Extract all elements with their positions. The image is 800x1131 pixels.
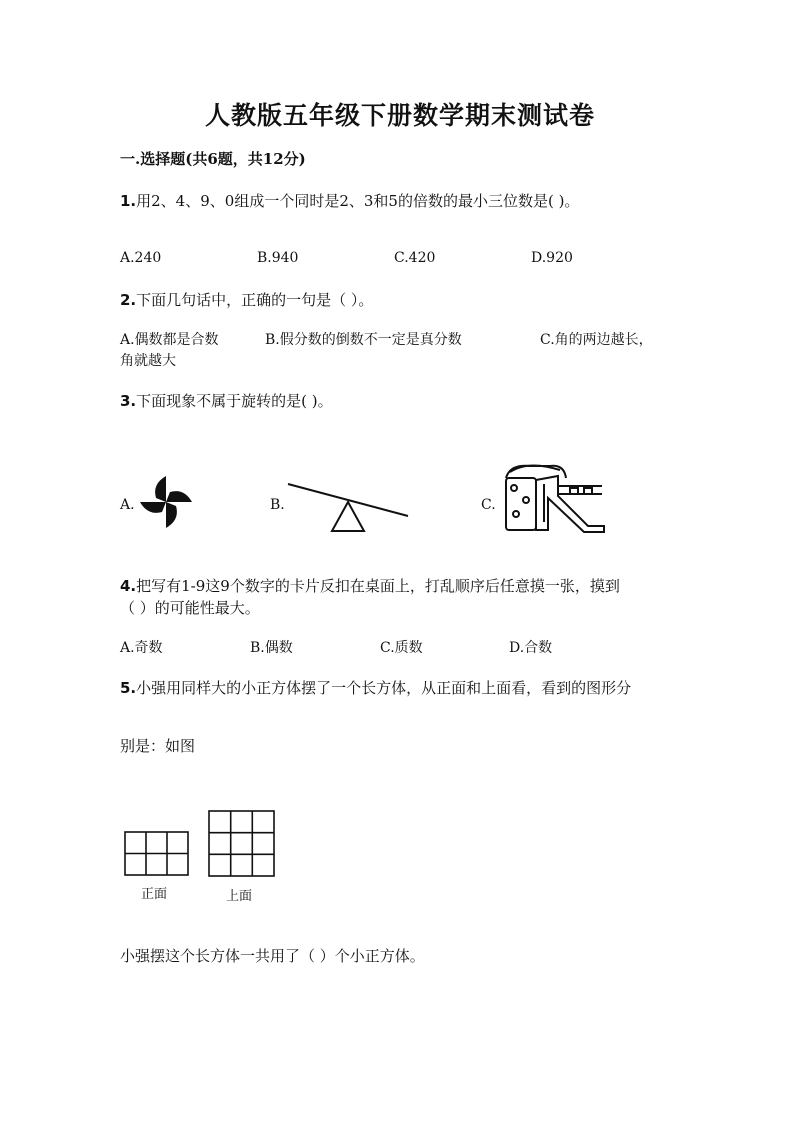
option-a: A.240 — [120, 250, 162, 266]
question-4 — [120, 575, 620, 596]
question-number: 1. — [120, 192, 137, 210]
option-a: A. — [120, 497, 135, 513]
question-number: 4. — [120, 577, 137, 595]
question-2 — [120, 289, 373, 310]
option-a: A.偶数都是合数 — [120, 332, 219, 348]
question-number: 5. — [120, 679, 137, 697]
top-view-label: 上面 — [226, 889, 253, 904]
question-5-prompt: 小强摆这个长方体一共用了（ ）个小正方体。 — [120, 947, 425, 965]
question-text: 小强用同样大的小正方体摆了一个长方体，从正面和上面看，看到的图形分 — [136, 679, 632, 697]
seesaw-figure — [286, 478, 412, 534]
option-b: B.偶数 — [250, 640, 293, 656]
question-3 — [120, 390, 333, 411]
slide-figure — [500, 460, 610, 534]
option-b: B.假分数的倒数不一定是真分数 — [265, 332, 462, 348]
option-d: D.合数 — [509, 640, 553, 656]
top-view-grid — [208, 810, 276, 878]
question-5-line-2: 别是：如图 — [120, 737, 196, 755]
section-heading: 一.选择题(共6题，共12分) — [120, 150, 306, 168]
question-text: 用2、4、9、0组成一个同时是2、3和5的倍数的最小三位数是( )。 — [136, 192, 580, 210]
front-view-grid — [124, 831, 190, 877]
question-text: 下面几句话中，正确的一句是（ ）。 — [136, 291, 374, 309]
option-c: C.质数 — [380, 640, 423, 656]
page-title: 人教版五年级下册数学期末测试卷 — [204, 101, 595, 130]
question-5 — [120, 677, 631, 698]
option-b: B.940 — [257, 250, 299, 266]
option-c: C. — [481, 497, 496, 513]
option-a: A.奇数 — [120, 640, 163, 656]
question-number: 3. — [120, 392, 137, 410]
option-c-continued: 角就越大 — [120, 353, 176, 369]
option-c: C.420 — [394, 250, 436, 266]
option-c: C.角的两边越长， — [540, 332, 653, 348]
front-view-label: 正面 — [141, 887, 168, 902]
question-4-line-2: （ ）的可能性最大。 — [120, 599, 260, 617]
option-b: B. — [270, 497, 285, 513]
option-d: D.920 — [531, 250, 573, 266]
question-text: 把写有1-9这9个数字的卡片反扣在桌面上，打乱顺序后任意摸一张，摸到 — [136, 577, 620, 595]
question-text: 下面现象不属于旋转的是( )。 — [136, 392, 333, 410]
question-1 — [120, 190, 579, 211]
question-number: 2. — [120, 291, 137, 309]
pinwheel-figure — [136, 474, 196, 530]
